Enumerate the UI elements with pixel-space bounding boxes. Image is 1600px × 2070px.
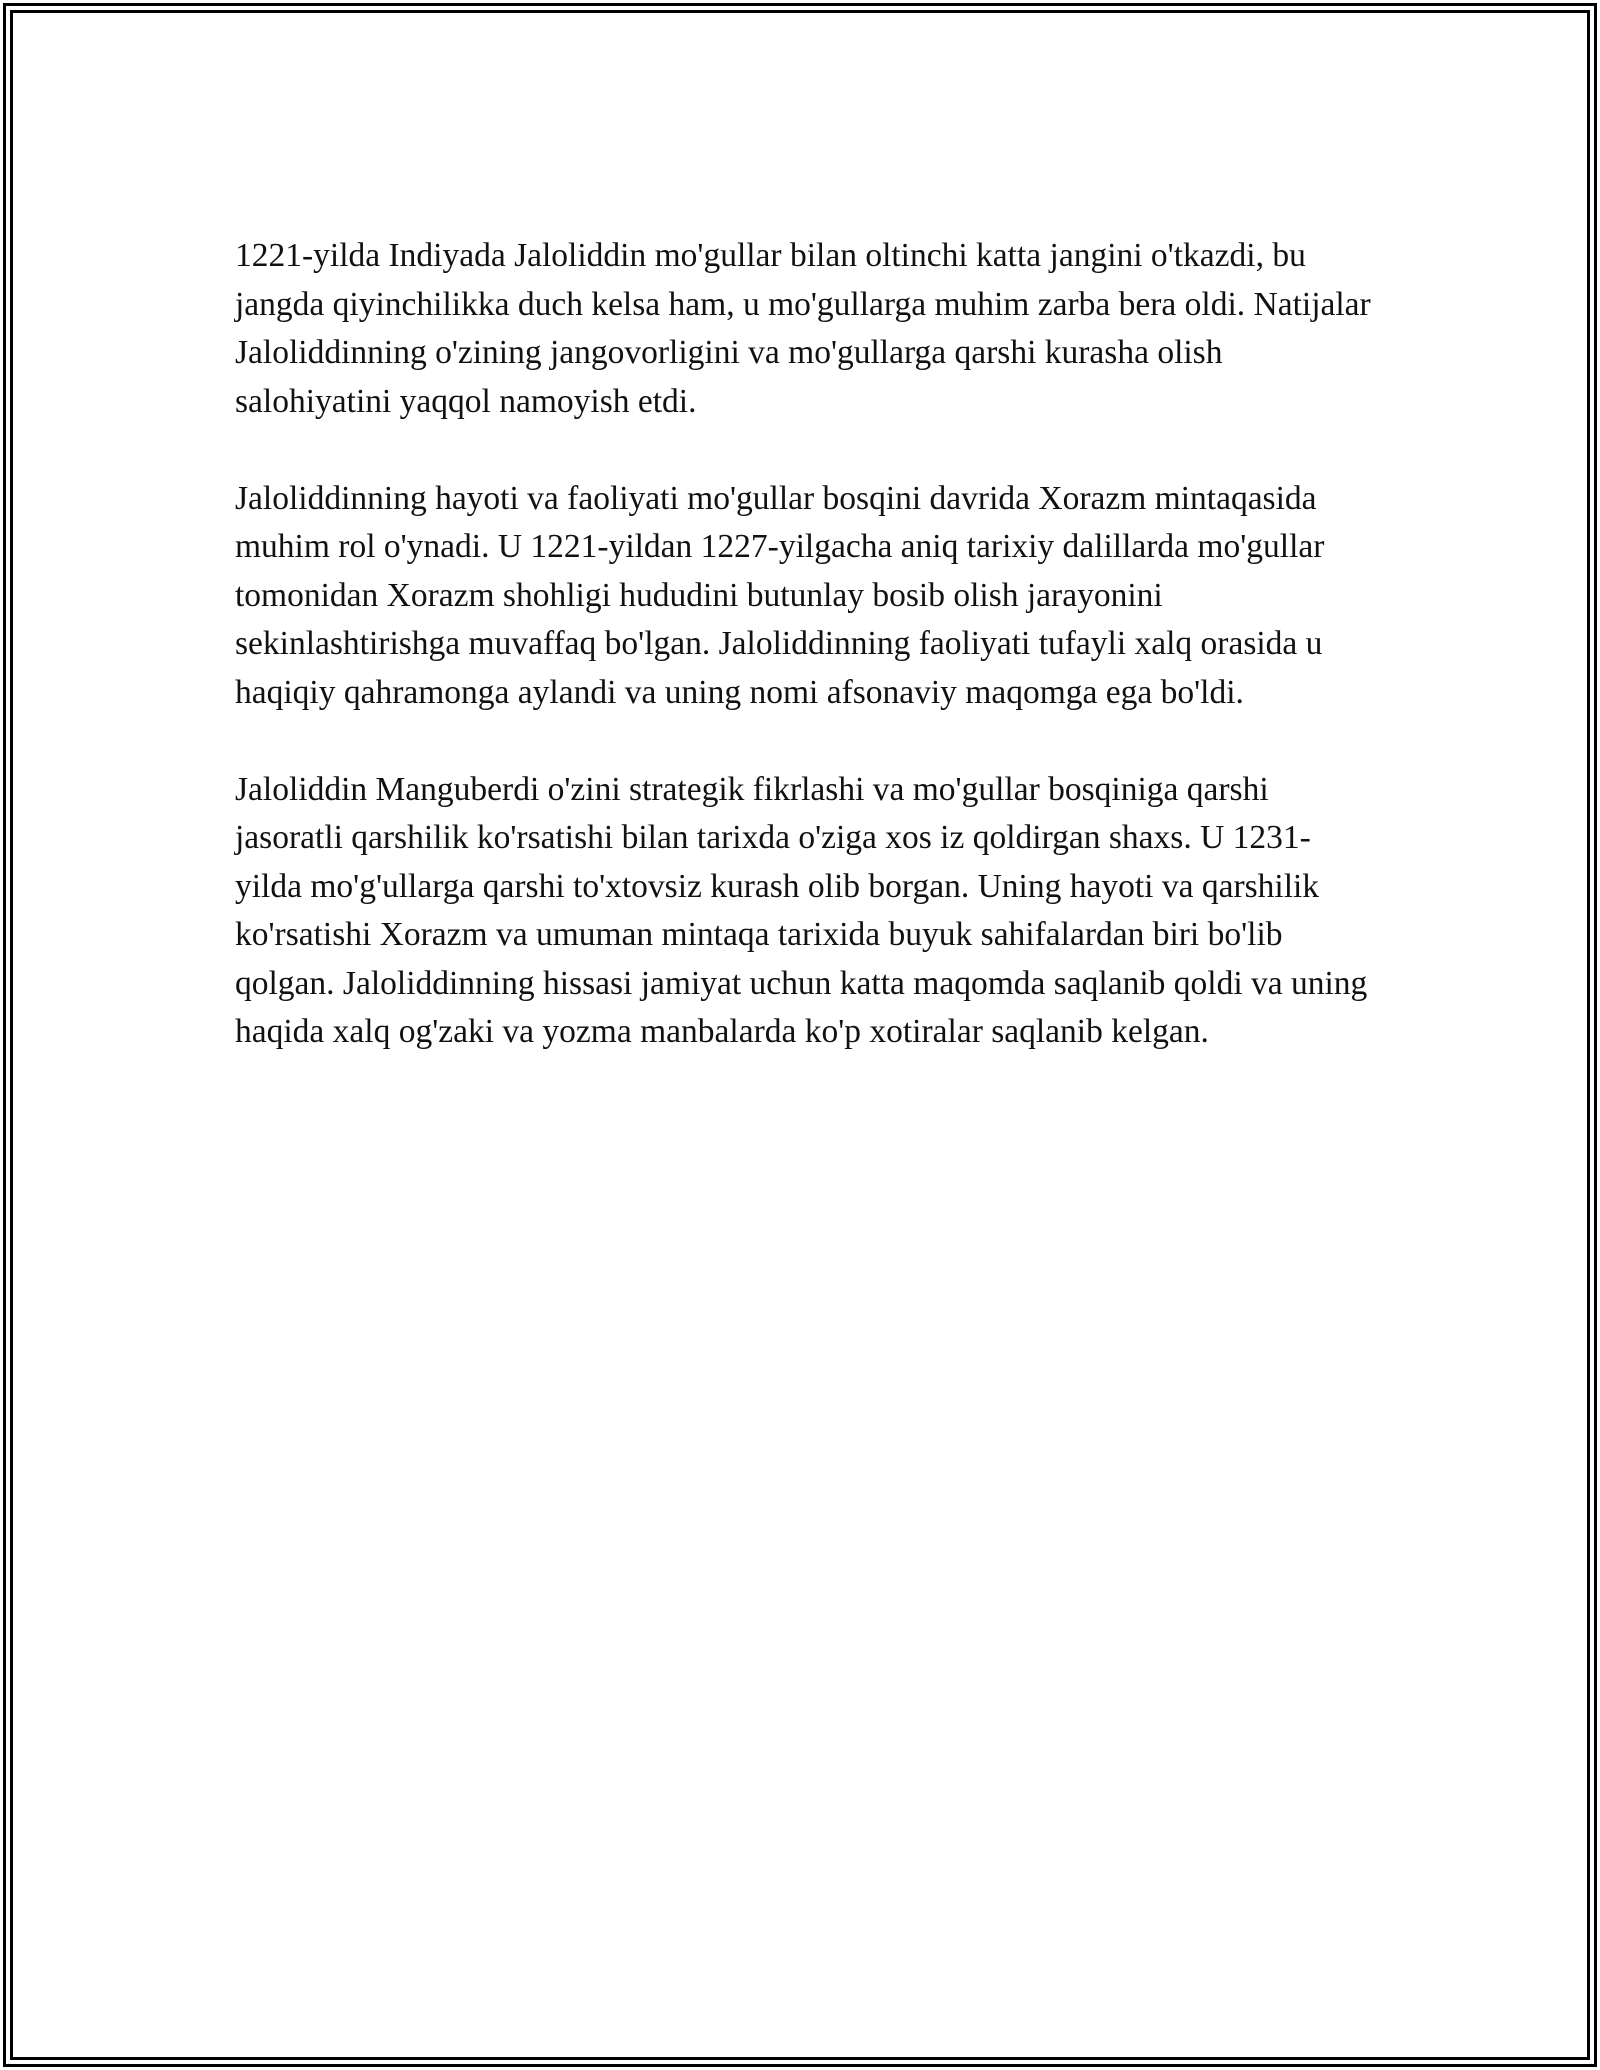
paragraph-3: Jaloliddin Manguberdi o'zini strategik fikrlashi va mo'gullar bosqiniga qarshi jasoratli qarshilik ko'rsatishi bilan tarixda o'ziga xos iz qoldirgan shaxs. U 1231-yilda mo'g'ullarga qarshi to'xtovsiz kurash olib borgan. Uning hayoti va qarshilik ko'rsatishi Xorazm va umuman mintaqa tarixida buyuk sahifalardan biri bo'lib qolgan. Jaloliddinning hissasi jamiyat uchun katta maqomda saqlanib qoldi va uning haqida xalq og'zaki va yozma manbalarda ko'p xotiralar saqlanib kelgan.	[235, 770, 1368, 1050]
paragraph-2: Jaloliddinning hayoti va faoliyati mo'gullar bosqini davrida Xorazm mintaqasida muhim rol o'ynadi. U 1221-yildan 1227-yilgacha aniq tarixiy dalillarda mo'gullar tomonidan Xorazm shohligi hududini butunlay bosib olish jarayonini sekinlashtirishga muvaffaq bo'lgan. Jaloliddinning faoliyati tufayli xalq orasida u haqiqiy qahramonga aylandi va uning nomi afsonaviy maqomga ega bo'ldi.	[235, 479, 1325, 711]
document-body	[235, 232, 1375, 1105]
paragraph-1: 1221-yilda Indiyada Jaloliddin mo'gullar bilan oltinchi katta jangini o'tkazdi, bu jangda qiyinchilikka duch kelsa ham, u mo'gullarga muhim zarba bera oldi. Natijalar Jaloliddinning o'zining jangovorligini va mo'gullarga qarshi kurasha olish salohiyatini yaqqol namoyish etdi.	[235, 237, 1371, 420]
